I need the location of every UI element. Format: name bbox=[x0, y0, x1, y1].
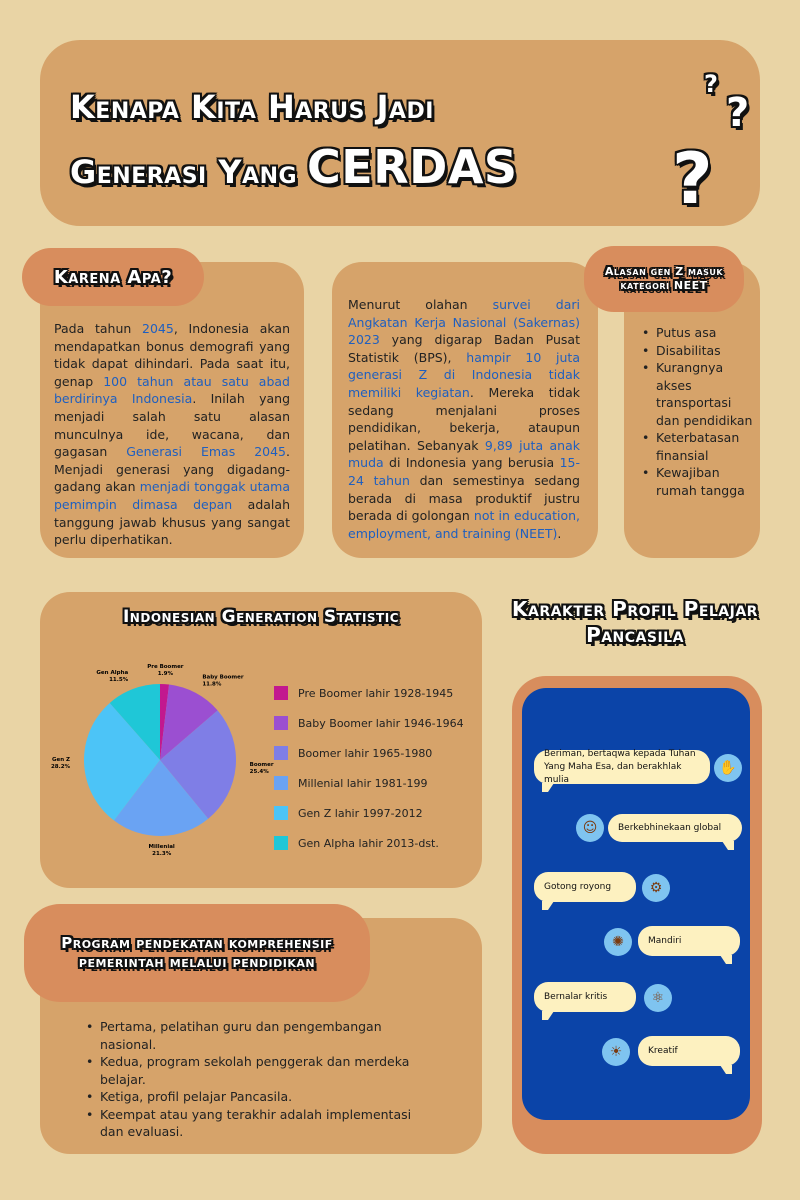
pie-label-name: Millenial bbox=[148, 843, 175, 850]
profil-bubble bbox=[638, 1036, 740, 1066]
question-mark-icon: ? bbox=[726, 90, 750, 136]
profil-heading: Karakter Profil Pelajar Pancasila bbox=[512, 597, 758, 647]
list-item: • Kewajiban rumah tangga bbox=[640, 464, 756, 499]
legend-item bbox=[274, 768, 464, 798]
legend-item bbox=[274, 798, 464, 828]
program-heading: Program pendekatan komprehensif pemerintah melalui pendidikan bbox=[61, 934, 333, 971]
legend-swatch bbox=[274, 716, 288, 730]
pie-chart bbox=[50, 662, 274, 858]
legend-item bbox=[274, 678, 464, 708]
legend-label: Baby Boomer lahir 1946-1964 bbox=[298, 716, 464, 730]
why-paragraph bbox=[54, 320, 290, 549]
legend-swatch bbox=[274, 836, 288, 850]
brain-icon: ✺ bbox=[604, 928, 632, 956]
legend-item bbox=[274, 828, 464, 858]
profil-bubble-label: Gotong royong bbox=[544, 881, 612, 892]
profil-bubble bbox=[608, 814, 742, 842]
network-icon: ⚛ bbox=[644, 984, 672, 1012]
highlight-span: 100 tahun atau satu abad berdirinya Indonesia bbox=[54, 373, 290, 407]
profil-bubble bbox=[534, 750, 710, 784]
text-span: di Indonesia yang berusia bbox=[383, 455, 560, 471]
page-title-emphasis: CERDAS bbox=[307, 140, 518, 194]
text-span: . Inilah yang menjadi salah satu alasan munculnya ide, wacana, dan gagasan bbox=[54, 391, 290, 460]
list-item: • Keempat atau yang terakhir adalah implementasi dan evaluasi. bbox=[86, 1106, 436, 1141]
reasons-list bbox=[640, 324, 756, 499]
pie-label-name: Gen Alpha bbox=[96, 669, 129, 676]
lightbulb-icon: ☀ bbox=[602, 1038, 630, 1066]
profil-bubble-label: Kreatif bbox=[648, 1045, 678, 1056]
pie-label-value: 11.5% bbox=[109, 676, 129, 683]
pie-label-name: Baby Boomer bbox=[202, 674, 244, 681]
chart-title: Indonesian Generation Statistic bbox=[122, 607, 400, 627]
program-list bbox=[86, 1018, 436, 1141]
pie-label-name: Pre Boomer bbox=[147, 664, 184, 671]
header-card bbox=[40, 40, 760, 226]
program-heading-pill bbox=[24, 904, 370, 1002]
profil-bubble-label: Berkebhinekaan global bbox=[618, 822, 722, 833]
teamwork-icon: ⚙ bbox=[642, 874, 670, 902]
neet-paragraph bbox=[348, 296, 580, 542]
diverse-people-icon: ☺ bbox=[576, 814, 604, 842]
text-span: dan semestinya sedang berada di masa produktif justru berada di golongan bbox=[348, 472, 580, 524]
highlight-span: 15-24 tahun bbox=[348, 455, 580, 488]
pie-label-value: 25.4% bbox=[249, 768, 269, 775]
list-item: • Kedua, program sekolah penggerak dan merdeka belajar. bbox=[86, 1053, 436, 1088]
highlight-span: menjadi tonggak utama pemimpin dimasa depan bbox=[54, 479, 290, 512]
text-span: adalah tanggung jawab khusus yang sangat perlu diperhatikan. bbox=[54, 496, 290, 548]
legend-swatch bbox=[274, 746, 288, 760]
profil-bubble bbox=[534, 982, 636, 1012]
legend-item bbox=[274, 708, 464, 738]
legend-label: Millenial lahir 1981-199 bbox=[298, 776, 428, 790]
pie-label-value: 28.2% bbox=[50, 764, 71, 771]
pie-label-value: 11.8% bbox=[202, 681, 222, 688]
why-heading: Karena Apa? bbox=[53, 266, 173, 288]
list-item: • Pertama, pelatihan guru dan pengembangan nasional. bbox=[86, 1018, 436, 1053]
question-mark-icon: ? bbox=[704, 70, 719, 98]
text-span: Menurut olahan bbox=[348, 297, 493, 312]
list-item: • Ketiga, profil pelajar Pancasila. bbox=[86, 1088, 436, 1106]
legend-swatch bbox=[274, 776, 288, 790]
text-span: Pada tahun bbox=[54, 321, 143, 336]
legend-label: Gen Alpha lahir 2013-dst. bbox=[298, 836, 439, 850]
page-title-line2 bbox=[70, 140, 518, 194]
text-span: , Indonesia akan mendapatkan bonus demografi yang tidak dapat dihindari. Pada saat itu, genap bbox=[54, 321, 290, 389]
pie-label-name: Boomer bbox=[249, 761, 274, 768]
legend-label: Gen Z lahir 1997-2012 bbox=[298, 806, 423, 820]
pie-label-value: 1.9% bbox=[157, 671, 173, 678]
page-title-line1: Kenapa Kita Harus Jadi bbox=[70, 88, 434, 126]
legend-label: Boomer lahir 1965-1980 bbox=[298, 746, 433, 760]
list-item: • Kurangnya akses transportasi dan pendidikan bbox=[640, 359, 756, 429]
list-item: • Putus asa bbox=[640, 324, 756, 342]
profil-bubble bbox=[534, 872, 636, 902]
profil-bubble-label: Mandiri bbox=[648, 935, 682, 946]
reasons-heading-pill bbox=[584, 246, 744, 312]
highlight-span: 9,89 juta anak muda bbox=[348, 437, 580, 471]
profil-bubble-label: Beriman, bertaqwa kepada Tuhan Yang Maha Esa, dan berakhlak mulia bbox=[544, 748, 696, 785]
text-span: yang digarap Badan Pusat Statistik (BPS), bbox=[348, 332, 580, 365]
page-title-line2-text: Generasi Yang bbox=[70, 153, 298, 191]
why-heading-pill bbox=[22, 248, 204, 306]
legend-swatch bbox=[274, 686, 288, 700]
legend-label: Pre Boomer lahir 1928-1945 bbox=[298, 686, 454, 700]
question-mark-icon: ? bbox=[672, 138, 714, 220]
text-span: . Mereka tidak sedang menjalani proses pendidikan, bekerja, ataupun pelatihan. Sebanyak bbox=[348, 384, 580, 453]
list-item: • Keterbatasan finansial bbox=[640, 429, 756, 464]
text-span: . bbox=[557, 525, 562, 541]
highlight-span: hampir 10 juta generasi Z di Indonesia tidak memiliki kegiatan bbox=[348, 349, 580, 400]
highlight-span: Generasi Emas 2045 bbox=[126, 444, 287, 460]
legend-swatch bbox=[274, 806, 288, 820]
list-item: • Disabilitas bbox=[640, 342, 756, 360]
reasons-heading: Alasan gen Z masuk kategori NEET bbox=[604, 265, 724, 292]
profil-bubble bbox=[638, 926, 740, 956]
highlight-span: not in education, employment, and training (NEET) bbox=[348, 508, 580, 541]
legend-item bbox=[274, 738, 464, 768]
chart-legend bbox=[274, 678, 464, 858]
praying-hands-icon: ✋ bbox=[714, 754, 742, 782]
pie-label-name: Gen Z bbox=[51, 757, 71, 764]
profil-bubble-label: Bernalar kritis bbox=[544, 991, 608, 1002]
pie-label-value: 21.3% bbox=[152, 850, 172, 857]
highlight-span: survei dari Angkatan Kerja Nasional (Sakernas) 2023 bbox=[348, 297, 580, 348]
highlight-span: 2045 bbox=[142, 321, 174, 336]
text-span: . Menjadi generasi yang digadang-gadang akan bbox=[54, 444, 290, 495]
